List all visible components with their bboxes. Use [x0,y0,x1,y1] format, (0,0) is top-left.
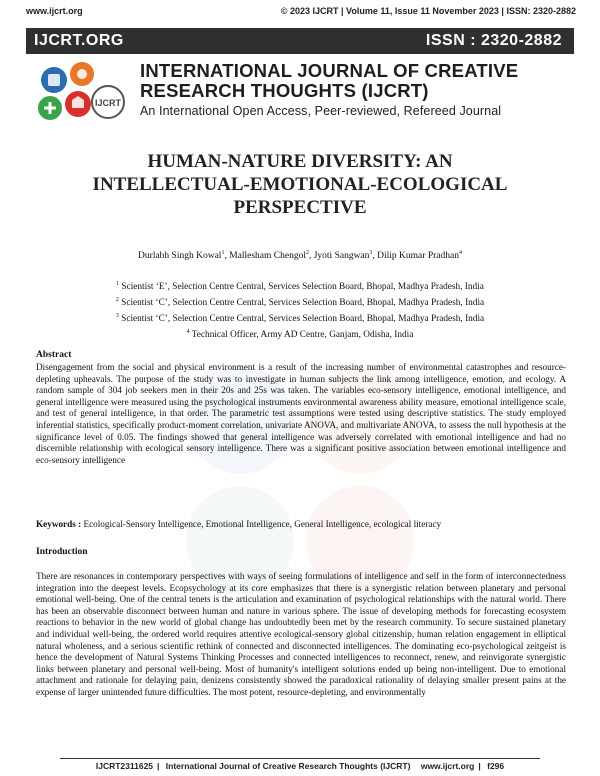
author-sup: 3 [369,250,373,256]
keywords-text: Ecological-Sensory Intelligence, Emotional Intelligence, General Intelligence, ecological literacy [83,519,442,529]
affiliation: $^3$ Scientist ‘C’, Selection Centre Central, Services Selection Board, Bhopal, Madhya Pradesh, India [115,313,485,325]
logo-text: IJCRT [94,98,122,108]
author: Jyoti Sangwan [313,251,370,262]
abstract-text: Disengagement from the social and physical environment is a result of the increasing number of environmental catastrophes and resource-depleting upheavals. The purpose of the study was to investigate in human subjects the link among intelligence, emotion, and ecology. A random sample of 304 job seekers men in their 20s and 25s was taken. The variables eco-sensory intelligence, emotional intelligence, and general intelligence were measured using the psychological instruments environmental awareness ability measure, emotional intelligence scale, and test of general intelligence, in that order. The parametric test assumptions were tested using descriptive statistics. The study employed inferential statistics, specifically product-moment correlation, univariate ANOVA, and multivariate ANOVA, to assess the null hypothesis at the significance level of 0.05. The findings showed that general intelligence was adversely correlated with emotional intelligence and had no discernible relationship with ecological sensory intelligence. There was a significant positive association between emotional intelligence and eco-sensory intelligence [36,362,566,465]
banner-left: IJCRT.ORG [34,32,124,49]
journal-logo-icon [34,60,130,132]
affiliation: $^1$ Scientist ‘E’, Selection Centre Central, Services Selection Board, Bhopal, Madhya Pradesh, India [116,281,484,293]
abstract-heading: Abstract [36,350,72,360]
keywords [36,519,566,529]
journal-banner [26,28,574,54]
journal-title-line1: INTERNATIONAL JOURNAL OF CREATIVE [140,60,519,81]
journal-title-line2: RESEARCH THOUGHTS (IJCRT) [140,80,429,101]
keywords-label: Keywords : [36,519,82,529]
banner-right: ISSN : 2320-2882 [425,32,562,49]
author-sup: 2 [305,250,309,256]
author: Durlabh Singh Kowal [138,251,222,262]
introduction-heading: Introduction [36,547,88,557]
paper-title-line3: PERSPECTIVE [233,197,367,218]
paper-title [30,150,570,219]
page-footer: IJCRT2311625 | International Journal of Creative Research Thoughts (IJCRT) www.ijcrt.org | f296 [60,758,540,771]
journal-subtitle: An International Open Access, Peer-reviewed, Refereed Journal [140,104,502,118]
author-sup: 1 [221,250,225,256]
footer-site[interactable]: www.ijcrt.org [420,761,475,771]
author-list: Durlabh Singh Kowal$^1$, Mallesham Chengol$^2$, Jyoti Sangwan$^3$, Dilip Kumar Pradhan$^4$ [138,250,462,262]
paper-title-line2: INTELLECTUAL-EMOTIONAL-ECOLOGICAL [92,174,508,195]
author: Mallesham Chengol [229,251,306,262]
footer-journal: International Journal of Creative Research Thoughts (IJCRT) [165,761,411,771]
footer-paper-id: IJCRT2311625 [95,761,154,771]
author: Dilip Kumar Pradhan [377,251,459,262]
paper-title-line1: HUMAN-NATURE DIVERSITY: AN [147,151,453,172]
header-site: www.ijcrt.org [26,6,83,16]
affiliation: $^2$ Scientist ‘C’, Selection Centre Central, Services Selection Board, Bhopal, Madhya Pradesh, India [115,297,485,309]
affiliation: $^4$ Technical Officer, Army AD Centre, Ganjam, Odisha, India [186,329,414,341]
footer-page: f296 [487,761,505,771]
introduction-text: There are resonances in contemporary perspectives with ways of seeing formulations of intelligence and self in the form of interconnectedness integration into the deepest levels. Ecopsychology at its core emphasizes that there is a synergistic relation between planetary and personal emotional well-being. One of the central tenets is the articulation and examination of psychological relationships with the natural world. There has been an observable disconnect between human and nature in various sphere. The issue of developing methods for forecasting ecosystem reactions to behavior in the new world of global change has undoubtedly been met by the research community. To secure sustained planetary and individual well-being, the ordered world requires attentive ecological-sensory global citizenship, human relation engagement in elliptical natural wholeness, and a serious scientific rethink of connected and disconnected intelligences. The dominating eco-psychological zeitgeist is hence the development of Natural Systems Thinking Processes and connected intelligences to reconnect, renew, and reinvigorate synergistic links between planetary and personal well-being. Most of humanity's intelligent solutions ended up being non-intelligent. Due to emotional attachment and rationale for delaying pain, denizens consistently showed the paradoxical rationality of delaying smaller present pains at the expense of larger unintended future difficulties. The most potent, resource-depleting, and environmentally [36,571,566,697]
journal-title [140,61,580,101]
running-header [26,6,576,18]
header-issue-info: © 2023 IJCRT | Volume 11, Issue 11 November 2023 | ISSN: 2320-2882 [280,6,576,16]
author-sup: 4 [458,250,462,256]
